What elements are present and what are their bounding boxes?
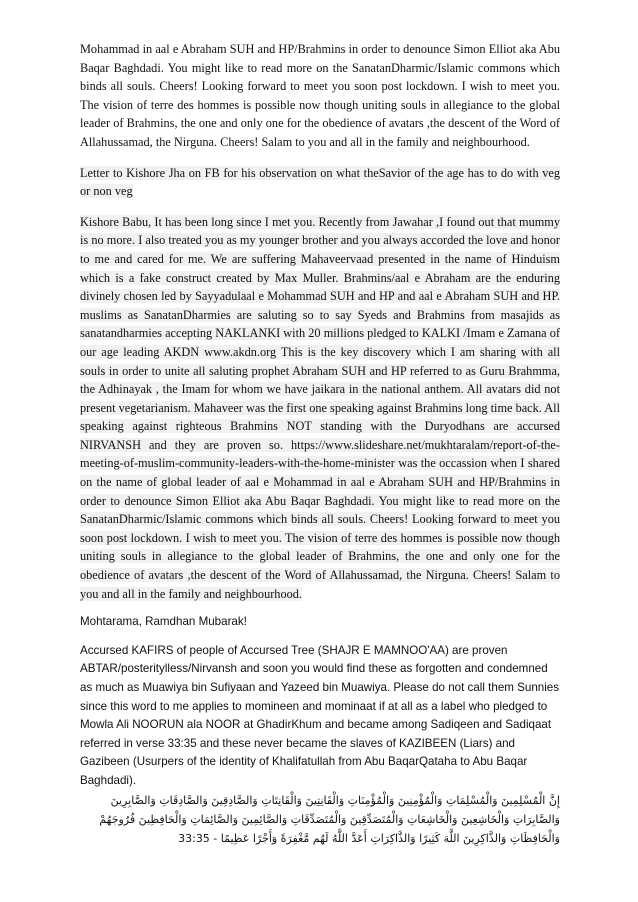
letter-heading: Letter to Kishore Jha on FB for his observation on what theSavior of the age has to do with veg or non veg xyxy=(80,165,560,199)
document-page xyxy=(80,40,560,848)
paragraph-closing-letter-one: Mohammad in aal e Abraham SUH and HP/Brahmins in order to denounce Simon Elliot aka Abu Baqar Baghdadi. You might like to read more on the SanatanDharmic/Islamic commons which binds all souls. Cheers! Looking forward to meet you soon post lockdown. I wish to meet you. The vision of terre des hommes is possible now though uniting souls in allegiance to the global leader of Brahmins, the one and only one for the obedience of avatars ,the descent of the Word of Allahussamad, the Nirguna. Cheers! Salam to you and all in the family and neighbourhood. xyxy=(80,42,560,149)
paragraph-letter-to-kishore: Kishore Babu, It has been long since I met you. Recently from Jawahar ,I found out that mummy is no more. I also treated you as my younger brother and you always accorded the love and honor to me and cared for me. We are suffering Mahaveervaad presented in the name of Hinduism which is a fake construct created by Max Muller. Brahmins/aal e Abraham are the enduring divinely chosen led by Sayyadulaal e Mohammad SUH and HP and aal e Abraham SUH and HP. muslims as SanatanDharmies are saluting so to say Syeds and Brahmins from masajids as sanatandharmies accepting NAKLANKI with 20 millions pledged to KALKI /Imam e Zamana of our age leading AKDN www.akdn.org This is the key discovery which I am sharing with all souls in order to unite all saluting prophet Abraham SUH and HP referred to as Guru Brahmma, the Adhinayak , the Imam for whom we have jaikara in the national anthem. All avatars did not present vegetarianism. Mahaveer was the first one speaking against Brahmins long time back. All speaking against righteous Brahmins NOT standing with the Duryodhans are accursed NIRVANSH and they are proven so. https://www.slideshare.net/mukhtaralam/report-of-the-meeting-of-muslim-community-leaders-with-the-home-minister was the occassion when I shared on the name of global leader of aal e Mohammad in aal e Abraham SUH and HP/Brahmins in order to denounce Simon Elliot aka Abu Baqar Baghdadi. You might like to read more on the SanatanDharmic/Islamic commons which binds all souls. Cheers! Looking forward to meet you soon post lockdown. I wish to meet you. The vision of terre des hommes is possible now though uniting souls in allegiance to the global leader of Brahmins, the one and only one for the obedience of avatars ,the descent of the Word of Allahussamad, the Nirguna. Cheers! Salam to you and all in the family and neighbourhood. xyxy=(80,214,560,601)
arabic-verse-33-35: إِنَّ الْمُسْلِمِينَ وَالْمُسْلِمَاتِ وَالْمُؤْمِنِينَ وَالْمُؤْمِنَاتِ وَالْقَانِتِينَ وَالْقَانِتَاتِ وَالصَّادِقِينَ وَالصَّادِقَاتِ وَالصَّابِرِينَ وَالصَّابِرَاتِ وَالْخَاشِعِينَ وَالْخَاشِعَاتِ وَالْمُتَصَدِّقِينَ وَالْمُتَصَدِّقَاتِ وَالصَّائِمِينَ وَالصَّائِمَاتِ وَالْحَافِظِينَ فُرُوجَهُمْ وَالْحَافِظَاتِ وَالذَّاكِرِينَ اللَّهَ كَثِيرًا وَالذَّاكِرَاتِ أَعَدَّ اللَّهُ لَهُم مَّغْفِرَةً وَأَجْرًا عَظِيمًا - 33:35 xyxy=(99,793,560,845)
greeting-line: Mohtarama, Ramdhan Mubarak! xyxy=(80,615,247,629)
paragraph-accursed-kafirs: Accursed KAFIRS of people of Accursed Tree (SHAJR E MAMNOO'AA) are proven ABTAR/posteritylless/Nirvansh and soon you would find these as forgotten and condemned as much as Muawiya bin Sufiyaan and Yazeed bin Muawiya. Please do not call them Sunnies since this word to me applies to momineen and mominaat if at all as a label who pledged to Mowla Ali NOORUN ala NOOR at GhadirKhum and became among Sadiqeen and Sadiqaat referred in verse 33:35 and these never became the slaves of KAZIBEEN (Liars) and Gazibeen (Usurpers of the identity of Khalifatullah from Abu BaqarQataha to Abu Baqar Baghdadi). xyxy=(80,643,560,787)
